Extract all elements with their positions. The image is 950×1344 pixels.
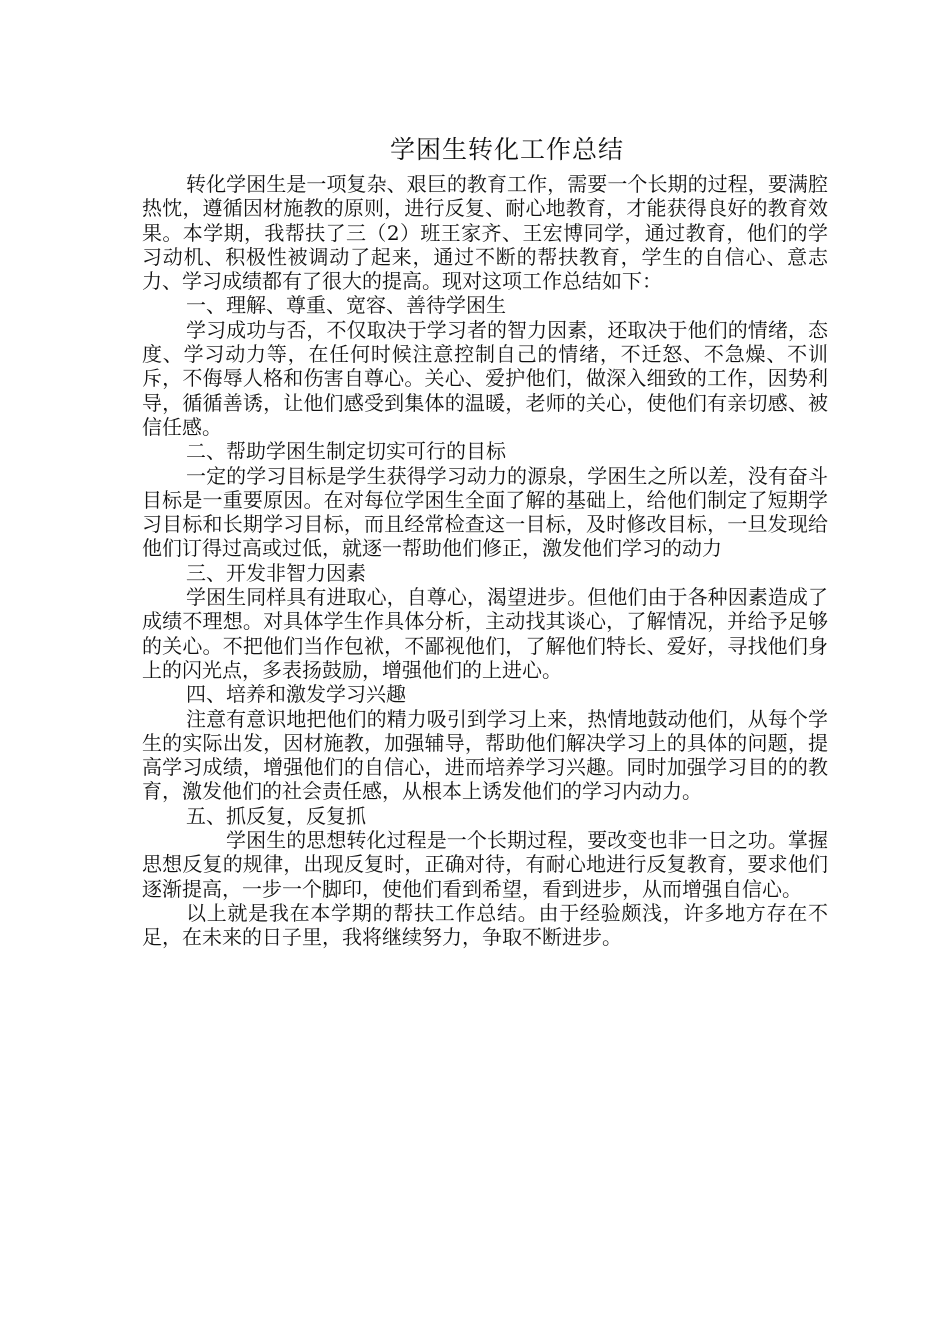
section-body-2: 一定的学习目标是学生获得学习动力的源泉，学困生之所以差，没有奋斗目标是一重要原因。在对每位学困生全面了解的基础上，给他们制定了短期学习目标和长期学习目标，而且经常检查这一目标，及时修改目标，一旦发现给他们订得过高或过低，就逐一帮助他们修正，激发他们学习的动力 bbox=[142, 463, 828, 561]
section-heading-2: 二、帮助学困生制定切实可行的目标 bbox=[186, 439, 506, 464]
section-body-1: 学习成功与否，不仅取决于学习者的智力因素，还取决于他们的情绪，态度、学习动力等，在任何时候注意控制自己的情绪，不迁怒、不急燥、不训斥，不侮辱人格和伤害自尊心。关心、爱护他们，做深入细致的工作，因势利导，循循善诱，让他们感受到集体的温暖，老师的关心，使他们有亲切感、被信任感。 bbox=[142, 317, 828, 439]
section-heading-1: 一、理解、尊重、宽容、善待学困生 bbox=[186, 293, 506, 318]
section-heading-3: 三、开发非智力因素 bbox=[186, 560, 366, 585]
section-heading-4: 四、培养和激发学习兴趣 bbox=[186, 682, 406, 707]
document-page bbox=[142, 128, 828, 950]
conclusion-paragraph: 以上就是我在本学期的帮扶工作总结。由于经验颇浅，许多地方存在不足，在未来的日子里，我将继续努力，争取不断进步。 bbox=[142, 900, 828, 950]
section-body-3: 学困生同样具有进取心，自尊心，渴望进步。但他们由于各种因素造成了成绩不理想。对具体学生作具体分析，主动找其谈心，了解情况，并给予足够的关心。不把他们当作包袱，不鄙视他们，了解他们特长、爱好，寻找他们身上的闪光点，多表扬鼓励，增强他们的上进心。 bbox=[142, 585, 828, 682]
document-title: 学困生转化工作总结 bbox=[389, 135, 624, 164]
intro-paragraph: 转化学困生是一项复杂、艰巨的教育工作，需要一个长期的过程，要满腔热忱，遵循因材施教的原则，进行反复、耐心地教育，才能获得良好的教育效果。本学期，我帮扶了三（2）班王家齐、王宏博同学，通过教育，他们的学习动机、积极性被调动了起来，通过不断的帮扶教育，学生的自信心、意志力、学习成绩都有了很大的提高。现对这项工作总结如下： bbox=[142, 172, 828, 294]
section-heading-5: 五、抓反复，反复抓 bbox=[186, 803, 366, 828]
section-body-4: 注意有意识地把他们的精力吸引到学习上来，热情地鼓动他们，从每个学生的实际出发，因材施教，加强辅导，帮助他们解决学习上的具体的问题，提高学习成绩，增强他们的自信心，进而培养学习兴趣。同时加强学习目的的教育，激发他们的社会责任感，从根本上诱发他们的学习内动力。 bbox=[142, 706, 828, 804]
section-body-5: 学困生的思想转化过程是一个长期过程，要改变也非一日之功。掌握思想反复的规律，出现反复时，正确对待，有耐心地进行反复教育，要求他们逐渐提高，一步一个脚印，使他们看到希望，看到进步，从而增强自信心。 bbox=[142, 828, 828, 901]
